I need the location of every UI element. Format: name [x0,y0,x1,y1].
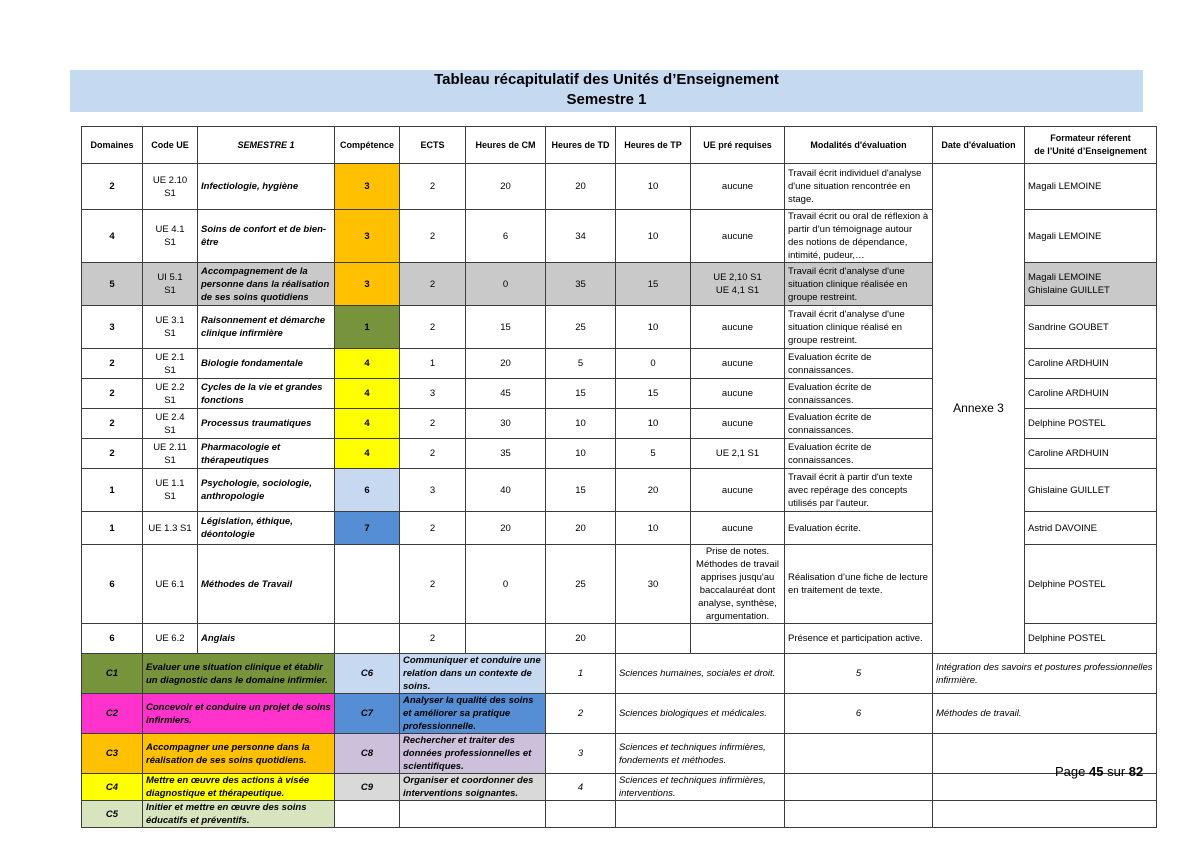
competence-key [335,801,400,828]
formateur-cell [1025,409,1157,439]
header-ects: ECTS [400,127,466,164]
document-title: Tableau récapitulatif des Unités d’Enseignement [434,71,779,88]
formateur-name: Caroline ARDHUIN [1028,448,1109,459]
competence-cell: 4 [335,379,400,409]
document-title-banner [70,70,1143,112]
modalites-cell: Evaluation écrite de connaissances. [785,409,933,439]
domain-number [785,734,933,774]
code-ue-line1: UE 1.1 [155,478,185,489]
heures-td-cell: 20 [546,624,616,654]
header-competence: Compétence [335,127,400,164]
ects-cell: 3 [400,469,466,512]
competence-description: Communiquer et conduire une relation dans un contexte de soins. [400,654,546,694]
ue-title-cell: Psychologie, sociologie, anthropologie [198,469,335,512]
heures-tp-cell [616,624,691,654]
domaine-cell: 6 [82,624,143,654]
heures-td-cell: 25 [546,545,616,624]
competence-description: Evaluer une situation clinique et établir un diagnostic dans le domaine infirmier. [143,654,335,694]
heures-tp-cell: 10 [616,164,691,210]
ects-cell: 2 [400,306,466,349]
ue-summary-table [81,126,1157,828]
code-ue-line1: UE 2.2 [155,381,185,393]
domaine-cell: 2 [82,349,143,379]
header-semestre: SEMESTRE 1 [198,127,335,164]
competence-cell: 7 [335,512,400,545]
domain-number: 2 [546,694,616,734]
code-ue-line2: S1 [164,187,176,199]
date-evaluation-cell: Annexe 3 [933,164,1025,654]
heures-tp-cell: 10 [616,512,691,545]
ects-cell: 2 [400,409,466,439]
ue-prerequises-cell [691,624,785,654]
competence-cell: 3 [335,210,400,263]
competence-description: Initier et mettre en œuvre des soins éducatifs et préventifs. [143,801,335,828]
header-code-ue: Code UE [143,127,198,164]
code-ue-line2: S1 [164,454,176,466]
prerequis-line1: aucune [721,484,754,496]
ue-prerequises-cell [691,545,785,624]
formateur-cell [1025,379,1157,409]
formateur-cell [1025,210,1157,263]
competence-key: C7 [335,694,400,734]
prerequis-line2: UE 4,1 S1 [715,285,760,296]
page-prefix: Page [1055,764,1086,779]
heures-cm-cell: 0 [466,545,546,624]
heures-td-cell: 15 [546,469,616,512]
modalites-cell: Evaluation écrite de connaissances. [785,439,933,469]
formateur-cell [1025,164,1157,210]
code-ue-cell [143,512,198,545]
code-ue-cell [143,439,198,469]
modalites-cell: Evaluation écrite de connaissances. [785,379,933,409]
code-ue-line2: S1 [164,394,176,406]
competence-description [400,801,546,828]
heures-tp-cell: 5 [616,439,691,469]
competence-key: C3 [82,734,143,774]
header-heures-cm: Heures de CM [466,127,546,164]
header-ue-prerequises: UE pré requises [691,127,785,164]
domain-description: Intégration des savoirs et postures professionnelles infirmière. [933,654,1157,694]
page-current: 45 [1089,764,1104,779]
domain-number [546,801,616,828]
header-domaines: Domaines [82,127,143,164]
formateur-name: Caroline ARDHUIN [1028,388,1109,399]
modalites-cell: Evaluation écrite de connaissances. [785,349,933,379]
code-ue-line2: S1 [164,491,176,502]
competence-description: Organiser et coordonner des interventions soignantes. [400,774,546,801]
code-ue-line2: S1 [164,285,176,296]
formateur-cell [1025,263,1157,306]
modalites-cell: Travail écrit à partir d'un texte avec repérage des concepts utilisés par l'auteur. [785,469,933,512]
ects-cell: 2 [400,439,466,469]
heures-cm-cell: 40 [466,469,546,512]
heures-cm-cell: 35 [466,439,546,469]
ue-prerequises-cell [691,210,785,263]
ue-prerequises-cell [691,349,785,379]
ue-title-cell: Raisonnement et démarche clinique infirmière [198,306,335,349]
code-ue-cell [143,379,198,409]
ue-prerequises-cell [691,306,785,349]
domain-description [933,801,1157,828]
domaine-cell: 3 [82,306,143,349]
code-ue-line2: S1 [164,237,176,248]
modalites-cell: Présence et participation active. [785,624,933,654]
ue-title-cell: Méthodes de Travail [198,545,335,624]
domain-description: Sciences biologiques et médicales. [616,694,785,734]
modalites-cell: Travail écrit d'analyse d'une situation clinique réalisé en groupe restreint. [785,306,933,349]
competence-cell: 3 [335,164,400,210]
prerequis-line1: aucune [721,522,754,534]
formateur-name: Delphine POSTEL [1028,578,1106,590]
domain-description: Sciences et techniques infirmières, fondements et méthodes. [616,734,785,774]
domaine-cell: 2 [82,439,143,469]
modalites-cell: Travail écrit ou oral de réflexion à partir d’un témoignage autour des notions de dépendance, intimité, pudeur,… [785,210,933,263]
heures-tp-cell: 10 [616,409,691,439]
competence-key: C6 [335,654,400,694]
header-modalites: Modalités d'évaluation [785,127,933,164]
heures-td-cell: 20 [546,164,616,210]
ue-row [82,164,1157,210]
competence-key: C4 [82,774,143,801]
domaine-cell: 5 [82,263,143,306]
domaine-cell: 6 [82,545,143,624]
heures-cm-cell: 20 [466,164,546,210]
ue-prerequises-cell [691,263,785,306]
formateur-cell [1025,349,1157,379]
heures-cm-cell: 6 [466,210,546,263]
heures-cm-cell: 0 [466,263,546,306]
formateur-cell [1025,469,1157,512]
page-total: 82 [1128,764,1144,779]
ue-title-cell: Biologie fondamentale [198,349,335,379]
domain-number: 1 [546,654,616,694]
domain-number: 4 [546,774,616,801]
code-ue-cell [143,349,198,379]
competence-cell [335,545,400,624]
ects-cell: 2 [400,624,466,654]
domain-number: 5 [785,654,933,694]
competence-key: C8 [335,734,400,774]
code-ue-line2: S1 [164,364,176,376]
page-number [1055,764,1143,779]
ue-title-cell: Accompagnement de la personne dans la réalisation de ses soins quotidiens [198,263,335,306]
ue-title-cell: Législation, éthique, déontologie [198,512,335,545]
competence-description: Rechercher et traiter des données professionnelles et scientifiques. [400,734,546,774]
header-heures-td: Heures de TD [546,127,616,164]
competence-cell: 4 [335,439,400,469]
ects-cell: 2 [400,210,466,263]
heures-tp-cell: 10 [616,306,691,349]
competence-key: C2 [82,694,143,734]
code-ue-line2: S1 [164,424,176,436]
ue-title-cell: Infectiologie, hygiène [198,164,335,210]
ue-title-cell: Processus traumatiques [198,409,335,439]
domain-description: Sciences et techniques infirmières, interventions. [616,774,785,801]
code-ue-line1: UE 2.4 [155,411,185,423]
heures-tp-cell: 10 [616,210,691,263]
legend-row [82,694,1157,734]
code-ue-line1: UE 6.2 [155,633,185,644]
heures-tp-cell: 15 [616,379,691,409]
prerequis-line1: aucune [721,388,754,399]
ects-cell: 3 [400,379,466,409]
formateur-cell [1025,624,1157,654]
prerequis-line1: aucune [721,418,754,429]
heures-cm-cell: 20 [466,512,546,545]
domaine-cell: 1 [82,469,143,512]
ects-cell: 2 [400,512,466,545]
formateur-cell [1025,545,1157,624]
ue-title-cell: Anglais [198,624,335,654]
domain-description: Sciences humaines, sociales et droit. [616,654,785,694]
heures-tp-cell: 30 [616,545,691,624]
heures-td-cell: 10 [546,439,616,469]
code-ue-line2: S1 [164,328,176,339]
heures-tp-cell: 0 [616,349,691,379]
code-ue-cell [143,210,198,263]
heures-cm-cell [466,624,546,654]
prerequis-line1: UE 2,10 S1 [713,272,762,283]
legend-row [82,774,1157,801]
domain-number [785,801,933,828]
ue-title-cell: Soins de confort et de bien-être [198,210,335,263]
competence-cell: 3 [335,263,400,306]
code-ue-line1: UE 2.1 [155,351,185,363]
code-ue-line1: UI 5.1 [157,272,183,283]
heures-tp-cell: 20 [616,469,691,512]
header-date-evaluation: Date d'évaluation [933,127,1025,164]
domaine-cell: 1 [82,512,143,545]
competence-key: C1 [82,654,143,694]
formateur-name: Ghislaine GUILLET [1028,285,1110,296]
heures-cm-cell: 30 [466,409,546,439]
heures-td-cell: 10 [546,409,616,439]
legend-row [82,654,1157,694]
formateur-name: Magali LEMOINE [1028,181,1102,192]
formateur-name: Delphine POSTEL [1028,633,1106,644]
competence-description: Mettre en œuvre des actions à visée diagnostique et thérapeutique. [143,774,335,801]
code-ue-cell [143,306,198,349]
prerequis-line1: aucune [721,230,754,242]
code-ue-line1: UE 3.1 [155,315,185,326]
domain-description [616,801,785,828]
prerequis-line1: UE 2,1 S1 [715,448,760,459]
heures-td-cell: 5 [546,349,616,379]
heures-cm-cell: 45 [466,379,546,409]
code-ue-cell [143,263,198,306]
ects-cell: 1 [400,349,466,379]
header-heures-tp: Heures de TP [616,127,691,164]
formateur-name: Sandrine GOUBET [1028,321,1109,333]
modalites-cell: Travail écrit d'analyse d'une situation clinique réalisée en groupe restreint. [785,263,933,306]
formateur-cell [1025,306,1157,349]
heures-cm-cell: 15 [466,306,546,349]
heures-td-cell: 35 [546,263,616,306]
code-ue-cell [143,409,198,439]
heures-td-cell: 25 [546,306,616,349]
domain-number: 3 [546,734,616,774]
competence-cell: 4 [335,409,400,439]
ue-prerequises-cell [691,409,785,439]
formateur-name: Astrid DAVOINE [1028,522,1097,534]
heures-tp-cell: 15 [616,263,691,306]
ects-cell: 2 [400,545,466,624]
heures-cm-cell: 20 [466,349,546,379]
ue-prerequises-cell [691,379,785,409]
code-ue-cell [143,164,198,210]
ue-prerequises-cell [691,164,785,210]
code-ue-cell [143,469,198,512]
domain-number: 6 [785,694,933,734]
ue-prerequises-cell [691,469,785,512]
ue-title-cell: Pharmacologie et thérapeutiques [198,439,335,469]
code-ue-cell [143,545,198,624]
modalites-cell: Réalisation d’une fiche de lecture en traitement de texte. [785,545,933,624]
header-formateur-line1: Formateur réferent [1050,133,1131,143]
domain-number [785,774,933,801]
code-ue-line1: UE 4.1 [155,224,185,235]
formateur-name: Caroline ARDHUIN [1028,358,1109,369]
formateur-name: Delphine POSTEL [1028,418,1106,429]
domaine-cell: 2 [82,164,143,210]
competence-key: C9 [335,774,400,801]
heures-td-cell: 20 [546,512,616,545]
ue-title-cell: Cycles de la vie et grandes fonctions [198,379,335,409]
domaine-cell: 2 [82,379,143,409]
competence-description: Concevoir et conduire un projet de soins infirmiers. [143,694,335,734]
heures-td-cell: 34 [546,210,616,263]
competence-cell: 4 [335,349,400,379]
domain-description: Méthodes de travail. [933,694,1157,734]
prerequis-line1: aucune [721,321,754,333]
prerequis-line1: aucune [721,358,754,369]
competence-description: Analyser la qualité des soins et améliorer sa pratique professionnelle. [400,694,546,734]
code-ue-line1: UE 1.3 S1 [148,522,192,534]
formateur-name: Ghislaine GUILLET [1028,484,1110,496]
legend-table-body [82,654,1157,828]
competence-cell: 6 [335,469,400,512]
competence-key: C5 [82,801,143,828]
ue-prerequises-cell [691,512,785,545]
code-ue-cell [143,624,198,654]
prerequis-line1: Prise de notes. Méthodes de travail apprises jusqu'au baccalauréat dont analyse, synthèse, argumentation. [696,546,779,622]
legend-row [82,801,1157,828]
document-subtitle: Semestre 1 [566,91,647,108]
ue-prerequises-cell [691,439,785,469]
table-header-row [82,127,1157,164]
formateur-name: Magali LEMOINE [1028,272,1102,283]
ue-table-body [82,164,1157,654]
page-middle: sur [1107,764,1126,779]
header-formateur-line2: de l’Unité d’Enseignement [1034,146,1147,156]
formateur-name: Magali LEMOINE [1028,230,1102,242]
domaine-cell: 4 [82,210,143,263]
modalites-cell: Travail écrit individuel d'analyse d'une situation rencontrée en stage. [785,164,933,210]
formateur-cell [1025,512,1157,545]
legend-row [82,734,1157,774]
modalites-cell: Evaluation écrite. [785,512,933,545]
header-formateur [1025,127,1157,164]
formateur-cell [1025,439,1157,469]
prerequis-line1: aucune [721,181,754,192]
competence-cell: 1 [335,306,400,349]
competence-cell [335,624,400,654]
ects-cell: 2 [400,263,466,306]
code-ue-line1: UE 2.10 [152,174,188,186]
heures-td-cell: 15 [546,379,616,409]
code-ue-line1: UE 6.1 [155,578,185,590]
code-ue-line1: UE 2.11 [153,441,187,453]
competence-description: Accompagner une personne dans la réalisation de ses soins quotidiens. [143,734,335,774]
domaine-cell: 2 [82,409,143,439]
ects-cell: 2 [400,164,466,210]
